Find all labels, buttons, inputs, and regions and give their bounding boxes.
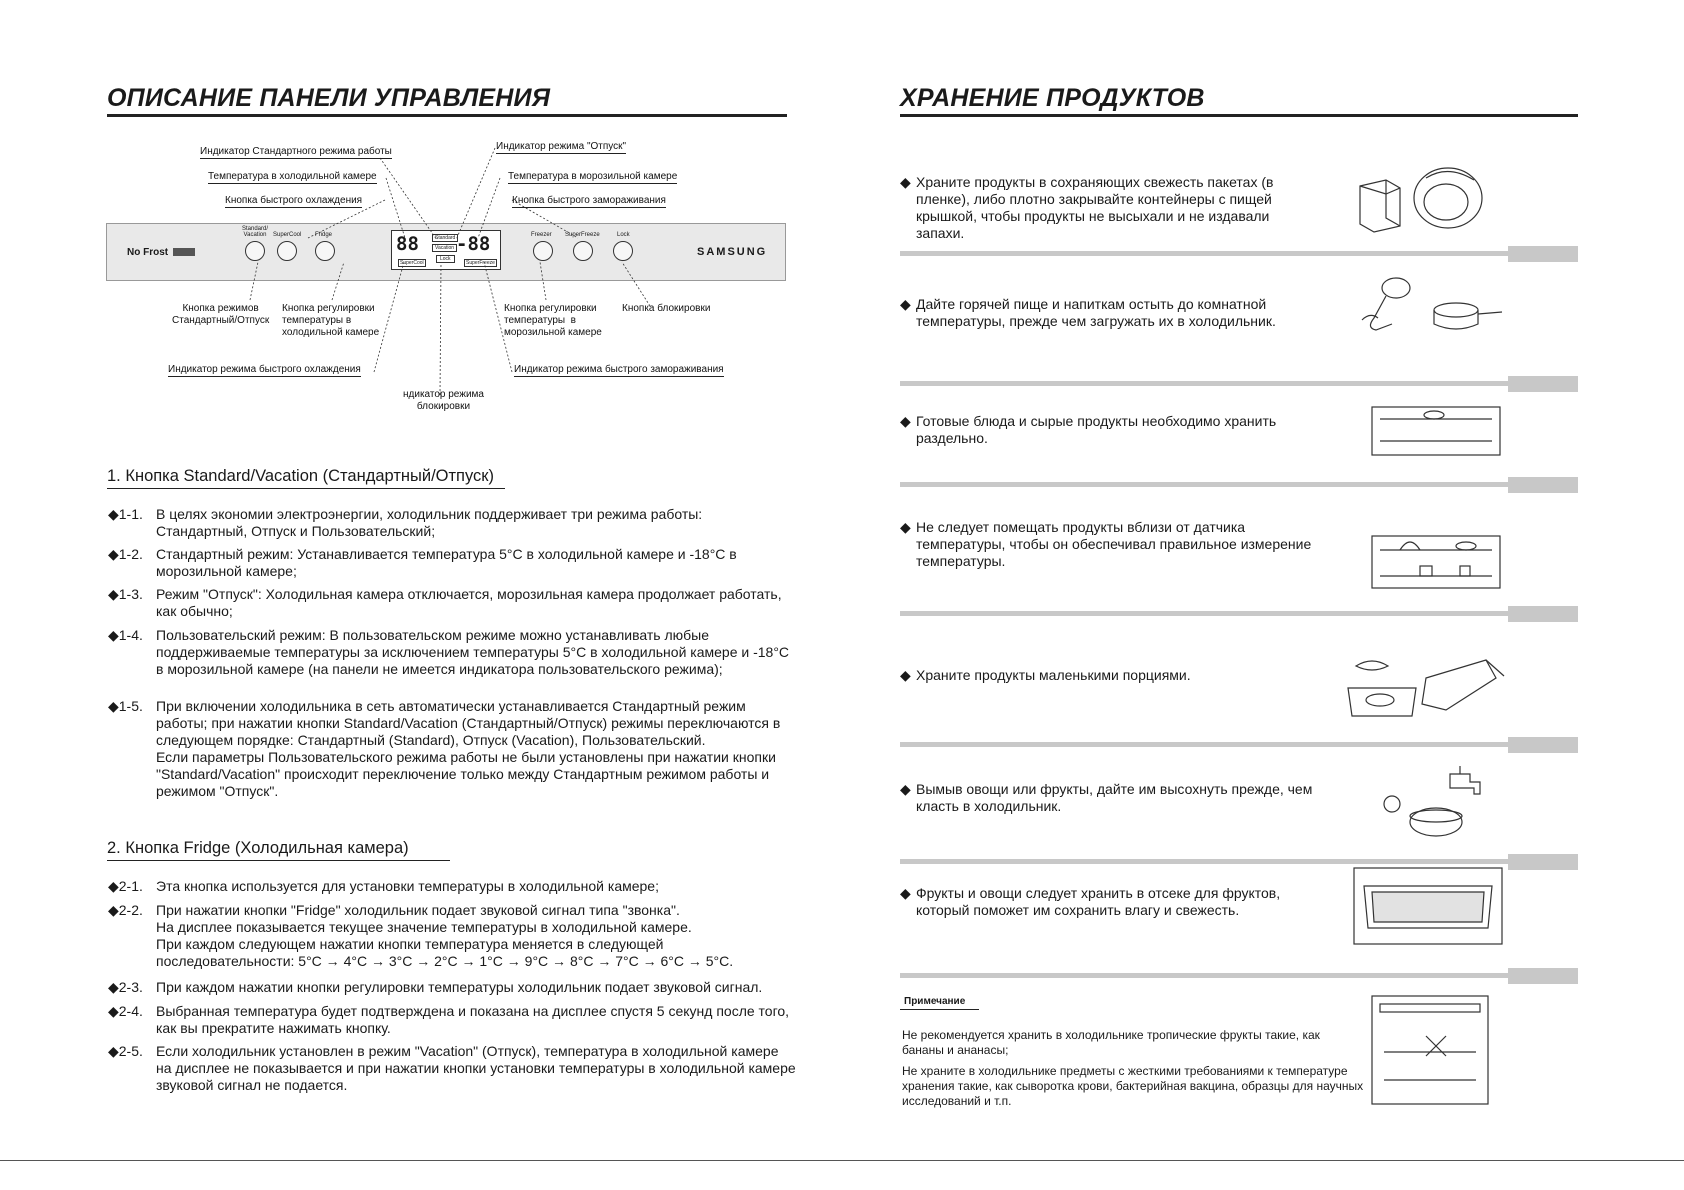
tip-7 bbox=[900, 885, 1340, 921]
divider-tab-5 bbox=[1508, 737, 1578, 753]
display-tag-lock: Lock bbox=[436, 255, 455, 263]
label-supercool-button: Кнопка быстрого охлаждения bbox=[225, 195, 363, 206]
divider-tab-1 bbox=[1508, 246, 1578, 262]
item-2-4-num: ◆2-4. bbox=[108, 1003, 143, 1019]
item-1-5-text: При включении холодильника в сеть автоматически устанавливается Стандартный режим работы; при нажатии кнопки Standard/Vacation (Стандартный/Отпуск) режимы переключаются в следующем порядке: Стандартный (Standard), Отпуск (Vacation), Пользовательский. Если параметры Пользовательского режима работы не были установлены при нажатии кнопки "Standard/Vacation" происходит переключение только между Стандартным режимом работы и режимом "Отпуск". bbox=[156, 698, 781, 799]
divider-2 bbox=[900, 381, 1510, 386]
item-2-1-text: Эта кнопка используется для установки температуры в холодильной камере; bbox=[156, 878, 659, 894]
item-2-4-text: Выбранная температура будет подтверждена и показана на дисплее спустя 5 секунд после того, как вы прекратите нажимать кнопку. bbox=[156, 1003, 790, 1036]
item-2-2-num: ◆2-2. bbox=[108, 902, 143, 918]
label-freezer-adjust: Кнопка регулировки температуры в морозильной камере bbox=[504, 303, 602, 338]
note-paragraph-1: Не рекомендуется хранить в холодильнике тропические фрукты такие, как бананы и ананасы; bbox=[902, 1028, 1320, 1057]
tip-bullet: ◆ bbox=[900, 413, 911, 429]
tip-6-text: Вымыв овощи или фрукты, дайте им высохнуть прежде, чем класть в холодильник. bbox=[916, 781, 1313, 814]
section2-heading: 2. Кнопка Fridge (Холодильная камера) bbox=[107, 839, 409, 857]
display-tag-superfreeze: SuperFreeze bbox=[466, 260, 495, 266]
item-1-2-num: ◆1-2. bbox=[108, 546, 143, 562]
display-tag-vacation: Vacation bbox=[432, 244, 457, 252]
item-1-3-num: ◆1-3. bbox=[108, 586, 143, 602]
label-supercool-indicator: Индикатор режима быстрого охлаждения bbox=[168, 364, 361, 375]
label-superfreeze-indicator: Индикатор режима быстрого замораживания bbox=[514, 364, 724, 375]
crisper-drawer-illustration bbox=[1352, 866, 1504, 946]
divider-6 bbox=[900, 859, 1510, 864]
label-lock-button: Кнопка блокировки bbox=[622, 303, 711, 314]
panel-brand-left: No Frost bbox=[127, 247, 169, 258]
item-2-1-num: ◆2-1. bbox=[108, 878, 143, 894]
divider-7 bbox=[900, 973, 1510, 978]
divider-tab-4 bbox=[1508, 606, 1578, 622]
item-2-5 bbox=[108, 1043, 808, 1095]
label-superfreeze-button: Кнопка быстрого замораживания bbox=[512, 195, 666, 206]
supercool-label: SuperCool bbox=[273, 232, 302, 238]
section2-underline bbox=[107, 860, 450, 861]
item-2-2 bbox=[108, 902, 808, 972]
tip-bullet: ◆ bbox=[900, 296, 911, 312]
item-1-4-text: Пользовательский режим: В пользовательском режиме можно устанавливать любые поддерживаемые температуры за исключением температуры 5°C в холодильной камере и -18°C в морозильной камере (на панели не имеется индикатора пользовательского режима); bbox=[156, 627, 790, 677]
item-1-2-text: Стандартный режим: Устанавливается температура 5°C в холодильной камере и -18°C в морозильной камере; bbox=[156, 546, 737, 579]
divider-tab-2 bbox=[1508, 376, 1578, 392]
item-1-1-text: В целях экономии электроэнергии, холодильник поддерживает три режима работы: Стандартный, Отпуск и Пользовательский; bbox=[156, 506, 703, 539]
divider-tab-7 bbox=[1508, 968, 1578, 984]
display-tag-standard: Standard bbox=[432, 234, 458, 242]
label-lock-indicator: ндикатор режима блокировки bbox=[403, 389, 484, 412]
label-std-indicator: Индикатор Стандартного режима работы bbox=[200, 146, 392, 157]
small-portions-illustration bbox=[1346, 648, 1506, 722]
label-vacation-indicator: Индикатор режима "Отпуск" bbox=[496, 141, 627, 152]
sensor-shelves-illustration bbox=[1370, 530, 1502, 590]
item-2-3 bbox=[108, 979, 808, 999]
item-2-4 bbox=[108, 1003, 808, 1037]
tip-3-text: Готовые блюда и сырые продукты необходимо хранить раздельно. bbox=[916, 413, 1277, 446]
superfreeze-label: SuperFreeze bbox=[565, 232, 600, 238]
tip-3 bbox=[900, 413, 1340, 449]
divider-1 bbox=[900, 251, 1510, 256]
tip-2-text: Дайте горячей пище и напиткам остыть до комнатной температуры, прежде чем загружать их в холодильник. bbox=[916, 296, 1276, 329]
tip-bullet: ◆ bbox=[900, 667, 911, 683]
divider-5 bbox=[900, 742, 1510, 747]
item-1-1-num: ◆1-1. bbox=[108, 506, 143, 522]
page-bottom-rule bbox=[0, 1160, 1684, 1161]
tip-2 bbox=[900, 296, 1340, 332]
tip-6 bbox=[900, 781, 1340, 817]
tip-4-text: Не следует помещать продукты вблизи от датчика температуры, чтобы он обеспечивал правильное измерение температуры. bbox=[916, 519, 1312, 569]
note-label-text: Примечание bbox=[904, 996, 966, 1007]
panel-brand-right: SAMSUNG bbox=[697, 246, 768, 258]
tip-bullet: ◆ bbox=[900, 174, 911, 190]
item-1-4 bbox=[108, 627, 808, 695]
tip-1-text: Храните продукты в сохраняющих свежесть пакетах (в пленке), либо плотно закрывайте контейнеры с пищей крышкой, чтобы продукты не высыхали и не издавали запахи. bbox=[916, 174, 1274, 241]
tip-bullet: ◆ bbox=[900, 519, 911, 535]
item-1-5 bbox=[108, 698, 808, 818]
tip-7-text: Фрукты и овощи следует хранить в отсеке для фруктов, который поможет им сохранить влагу и свежесть. bbox=[916, 885, 1281, 918]
standard-vacation-label: Standard/ Vacation bbox=[241, 226, 269, 238]
item-1-4-num: ◆1-4. bbox=[108, 627, 143, 643]
divider-3 bbox=[900, 482, 1510, 487]
item-2-3-text: При каждом нажатии кнопки регулировки температуры холодильник подает звуковой сигнал. bbox=[156, 979, 763, 995]
label-mode-button: Кнопка режимов Стандартный/Отпуск bbox=[172, 303, 270, 326]
tip-1 bbox=[900, 174, 1340, 244]
section1-underline bbox=[107, 488, 505, 489]
label-fridge-temp: Температура в холодильной камере bbox=[208, 171, 377, 182]
tip-4 bbox=[900, 519, 1340, 573]
tip-5 bbox=[900, 667, 1340, 687]
item-1-3 bbox=[108, 586, 808, 620]
item-1-3-text: Режим "Отпуск": Холодильная камера отключается, морозильная камера продолжает работать, как обычно; bbox=[156, 586, 782, 619]
fridge-shelves-illustration bbox=[1370, 405, 1502, 457]
label-freezer-temp: Температура в морозильной камере bbox=[508, 171, 678, 182]
fridge-crossed-illustration bbox=[1370, 994, 1490, 1106]
wrapped-food-illustration bbox=[1356, 158, 1488, 234]
washing-vegetables-illustration bbox=[1370, 760, 1500, 844]
item-1-5-num: ◆1-5. bbox=[108, 698, 143, 714]
right-title-rule bbox=[900, 114, 1578, 117]
item-1-2 bbox=[108, 546, 808, 580]
hot-pan-illustration bbox=[1356, 268, 1506, 344]
item-2-3-num: ◆2-3. bbox=[108, 979, 143, 995]
display-tag-supercool: SuperCool bbox=[400, 260, 424, 266]
freezer-label: Freezer bbox=[531, 232, 552, 238]
section1-heading: 1. Кнопка Standard/Vacation (Стандартный/Отпуск) bbox=[107, 467, 495, 485]
left-page-title: ОПИСАНИЕ ПАНЕЛИ УПРАВЛЕНИЯ bbox=[107, 84, 551, 112]
tip-bullet: ◆ bbox=[900, 781, 911, 797]
item-1-1 bbox=[108, 506, 808, 540]
right-page-title: ХРАНЕНИЕ ПРОДУКТОВ bbox=[900, 84, 1205, 112]
tip-5-text: Храните продукты маленькими порциями. bbox=[916, 667, 1191, 683]
item-2-5-num: ◆2-5. bbox=[108, 1043, 143, 1059]
item-2-2-text: При нажатии кнопки "Fridge" холодильник подает звуковой сигнал типа "звонка". На дисплее показывается текущее значение температуры в холодильной камере. При каждом следующем нажатии кнопки температура меняется в следующей последовательности: 5°C → 4°C → 3°C → 2°C → 1°C → 9°C → 8°C → 7°C → 6°C → 5°C. bbox=[156, 902, 734, 969]
fridge-label: Fridge bbox=[315, 232, 333, 238]
label-fridge-adjust: Кнопка регулировки температуры в холодильной камере bbox=[282, 303, 380, 338]
note-label bbox=[900, 996, 979, 1010]
item-2-1 bbox=[108, 878, 808, 898]
divider-tab-3 bbox=[1508, 477, 1578, 493]
item-2-5-text: Если холодильник установлен в режим "Vacation" (Отпуск), температура в холодильной камере на дисплее не показывается и при нажатии кнопки установки температуры в холодильной камере звуковой сигнал не подается. bbox=[156, 1043, 796, 1093]
display-freezer-temp: -88 bbox=[456, 233, 491, 255]
tip-bullet: ◆ bbox=[900, 885, 911, 901]
note-paragraph-2: Не храните в холодильнике предметы с жесткими требованиями к температуре хранения такие, как сыворотка крови, бактерийная вакцина, образцы для научных исследований и т.п. bbox=[902, 1064, 1364, 1108]
lock-label: Lock bbox=[617, 232, 630, 238]
display-fridge-temp: 88 bbox=[396, 233, 419, 255]
divider-tab-6 bbox=[1508, 854, 1578, 870]
divider-4 bbox=[900, 611, 1510, 616]
